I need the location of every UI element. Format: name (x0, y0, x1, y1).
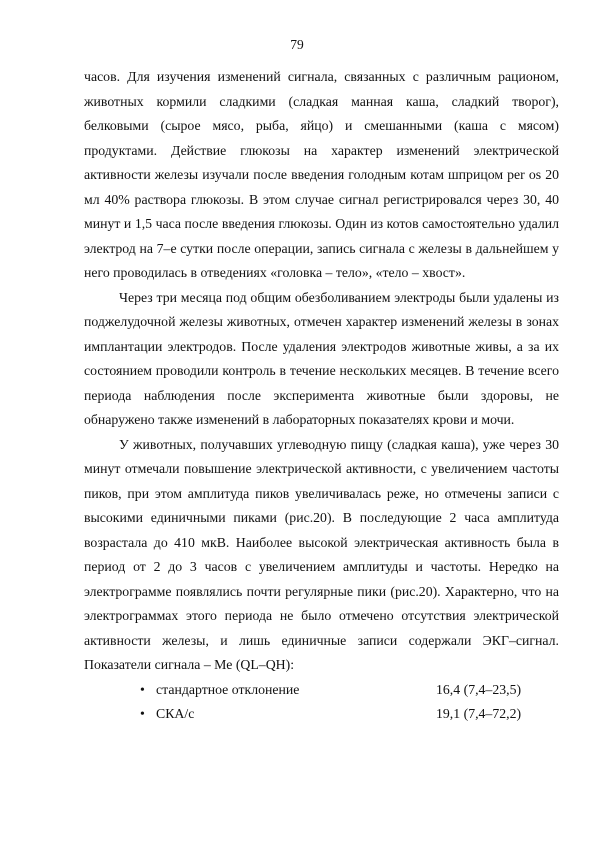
stat-item-std-deviation (84, 678, 559, 703)
bullet-icon: • (140, 681, 145, 697)
paragraph-1: часов. Для изучения изменений сигнала, связанных с различным рационом, животных кормили сладкими (сладкая манная каша, сладкий творог), белковыми (сырое мясо, рыба, яйцо) и смешанными (каша с мясом) продуктами. Действие глюкозы на характер изменений электрической активности железы изучали после введения голодным котам шприцом per os 20 мл 40% раствора глюкозы. В этом случае сигнал регистрировался через 30, 40 минут и 1,5 часа после введения глюкозы. Один из котов самостоятельно удалил электрод на 7–е сутки после операции, запись сигнала с железы в дальнейшем у него проводилась в отведениях «головка – тело», «тело – хвост». (84, 69, 559, 280)
stat-item-ska (84, 702, 559, 727)
signal-stats-list (84, 678, 559, 727)
stat-label: СКА/с (156, 706, 195, 721)
stat-value: 16,4 (7,4–23,5) (436, 681, 522, 697)
body-text (84, 65, 559, 727)
paragraph-3: У животных, получавших углеводную пищу (сладкая каша), уже через 30 минут отмечали повышение электрической активности, с увеличением частоты пиков, при этом амплитуда пиков увеличивалась реже, но отмечены записи с высокими единичными пиками (рис.20). В последующие 2 часа амплитуда возрастала до 410 мкВ. Наиболее высокой электрическая активность была в период от 2 до 3 часов с увеличением амплитуды и частоты. Нередко на электрограмме появлялись почти регулярные пики (рис.20). Характерно, что на электрограммах этого периода не было отмечено отсутствия электрической активности железы, и лишь единичные записи содержали ЭКГ–сигнал. Показатели сигнала – Ме (QL–QH): (84, 436, 559, 672)
stat-value: 19,1 (7,4–72,2) (436, 706, 522, 721)
stat-label: стандартное отклонение (156, 681, 300, 697)
paragraph-2: Через три месяца под общим обезболиванием электроды были удалены из поджелудочной железы животных, отмечен характер изменений железы в зонах имплантации электродов. После удаления электродов животные живы, а за их состоянием проводили контроль в течение нескольких месяцев. В течение всего периода наблюдения после эксперимента животные были здоровы, не обнаружено также изменений в лабораторных показателях крови и мочи. (84, 289, 559, 427)
bullet-icon: • (140, 706, 145, 721)
page-number: 79 (290, 37, 304, 52)
